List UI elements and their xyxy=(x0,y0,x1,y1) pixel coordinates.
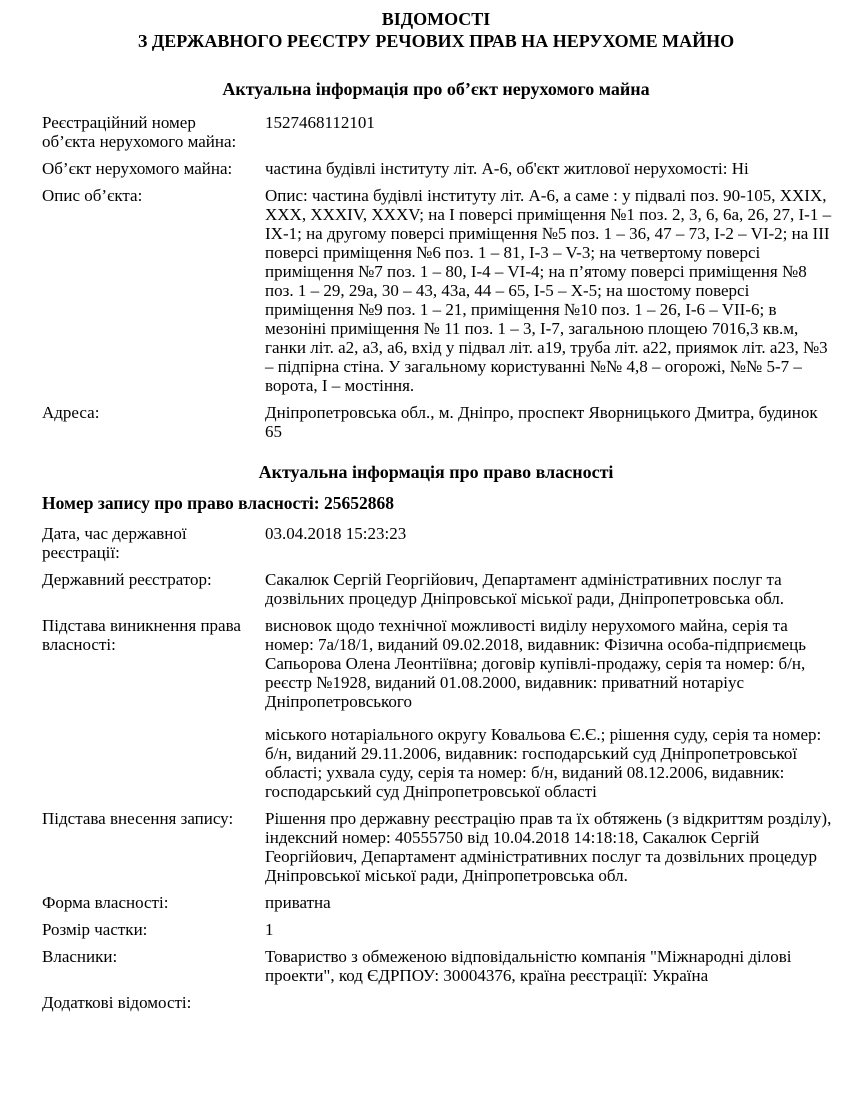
section-heading-ownership-info: Актуальна інформація про право власності xyxy=(258,462,614,482)
field-row-share-size xyxy=(42,920,830,939)
field-row-object-description xyxy=(42,186,830,395)
field-row-state-registrar xyxy=(42,570,830,608)
field-value: частина будівлі інституту літ. А-6, об'єкт житлової нерухомості: Ні xyxy=(265,159,749,178)
field-value: 03.04.2018 15:23:23 xyxy=(265,524,407,543)
field-value-paragraph: міського нотаріального округу Ковальова Є.Є.; рішення суду, серія та номер: б/н, виданий 29.11.2006, видавник: господарський суд Дніпропетровської області; ухвала суду, серія та номер: б/н, виданий 08.12.2006, видавник: господарський суд Дніпропетровської області xyxy=(265,725,822,801)
section-heading-property-info: Актуальна інформація про об’єкт нерухомого майна xyxy=(222,79,650,99)
field-row-address xyxy=(42,403,830,441)
field-row-clipped-next xyxy=(42,993,830,1012)
field-label: Підстава внесення запису: xyxy=(42,809,234,828)
field-row-owners xyxy=(42,947,830,985)
field-value-paragraph: висновок щодо технічної можливості виділу нерухомого майна, серія та номер: 7а/18/1, виданий 09.02.2018, видавник: Фізична особа-підприємець Сапьорова Олена Леонтіївна; договір купівлі-продажу, серія та номер: б/н, реєстр №1928, виданий 01.08.2000, видавник: приватний нотаріус Дніпропетровського xyxy=(265,616,807,711)
field-label: Реєстраційний номер об’єкта нерухомого майна: xyxy=(42,113,237,151)
field-value: Сакалюк Сергій Георгійович, Департамент адміністративних послуг та дозвільних процедур Дніпровської міської ради, Дніпропетровська обл. xyxy=(265,570,785,608)
field-label: Власники: xyxy=(42,947,118,966)
field-value: Опис: частина будівлі інституту літ. А-6, а саме : у підвалі поз. 90-105, XXIX, XXX, XXXIV, XXXV; на I поверсі приміщення №1 поз. 2, 3, 6, 6а, 26, 27, I-1 – IX-1; на другому поверсі приміщення №5 поз. 1 – 36, 47 – 73, I-2 – VI-2; на III поверсі приміщення №6 поз. 1 – 81, I-3 – V-3; на четвертому поверсі приміщення №7 поз. 1 – 80, I-4 – VI-4; на п’ятому поверсі приміщення №8 поз. 1 – 29, 29а, 30 – 43, 43а, 44 – 65, I-5 – X-5; на шостому поверсі приміщення №9 поз. 1 – 21, приміщення №10 поз. 1 – 26, I-6 – VII-6; в мезоніні приміщення № 11 поз. 1 – 3, I-7, загальною площею 7016,3 кв.м, ганки літ. а2, а3, а6, вхід у підвал літ. а19, труба літ. а22, приямок літ. а23, №3 – підпірна стіна. У загальному користуванні №№ 4,8 – огорожі, №№ 5-7 – ворота, I – мостіння. xyxy=(265,186,832,395)
field-row-registration-datetime xyxy=(42,524,830,562)
field-row-registration-number xyxy=(42,113,830,151)
field-label: Підстава виникнення права власності: xyxy=(42,616,241,654)
field-label: Опис об’єкта: xyxy=(42,186,143,205)
field-label: Об’єкт нерухомого майна: xyxy=(42,159,233,178)
field-row-record-entry-ground xyxy=(42,809,830,885)
field-label: Розмір частки: xyxy=(42,920,148,939)
field-label: Форма власності: xyxy=(42,893,169,912)
doc-title-line-2: З ДЕРЖАВНОГО РЕЄСТРУ РЕЧОВИХ ПРАВ НА НЕРУХОМЕ МАЙНО xyxy=(137,31,735,51)
field-label: Додаткові відомості: xyxy=(42,993,192,1012)
doc-title xyxy=(42,8,830,52)
ownership-record-number-line: Номер запису про право власності: 25652868 xyxy=(42,493,394,513)
field-value xyxy=(265,616,835,801)
field-row-property-object xyxy=(42,159,830,178)
field-value: 1 xyxy=(265,920,274,939)
field-label: Адреса: xyxy=(42,403,100,422)
field-value: приватна xyxy=(265,893,331,912)
field-label: Державний реєстратор: xyxy=(42,570,212,589)
field-label: Дата, час державної реєстрації: xyxy=(42,524,187,562)
field-value: Рішення про державну реєстрацію прав та їх обтяжень (з відкриттям розділу), індексний номер: 40555750 від 10.04.2018 14:18:18, Сакалюк Сергій Георгійович, Департамент адміністративних послуг та дозвільних процедур Дніпровської міської ради, Дніпропетровська обл. xyxy=(265,809,832,885)
field-row-ownership-form xyxy=(42,893,830,912)
field-value: Товариство з обмеженою відповідальністю компанія "Міжнародні ділові проекти", код ЄДРПОУ: 30004376, країна реєстрації: Україна xyxy=(265,947,792,985)
field-value: 1527468112101 xyxy=(265,113,375,132)
field-row-ownership-ground xyxy=(42,616,830,801)
field-value: Дніпропетровська обл., м. Дніпро, проспект Яворницького Дмитра, будинок 65 xyxy=(265,403,818,441)
doc-title-line-1: ВІДОМОСТІ xyxy=(381,9,491,29)
